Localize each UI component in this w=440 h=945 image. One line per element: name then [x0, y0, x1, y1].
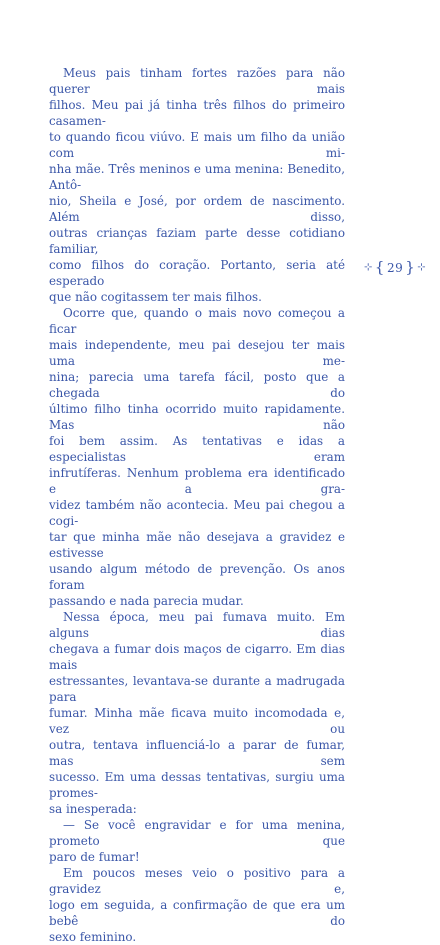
right-brace: }: [405, 258, 416, 276]
page-number: [364, 260, 426, 275]
text-line: Em poucos meses veio o positivo para a gravidez e,: [49, 866, 345, 896]
page-number-value: 29: [386, 260, 404, 275]
text-line: último filho tinha ocorrido muito rapidamente. Mas não: [49, 402, 345, 432]
text-line: filhos. Meu pai já tinha três filhos do primeiro casamen-: [49, 98, 345, 128]
text-line: — Se você engravidar e for uma menina, prometo que: [49, 818, 345, 848]
text-line: fumar. Minha mãe ficava muito incomodada e, vez ou: [49, 706, 345, 736]
text-line: outra, tentava influenciá-lo a parar de fumar, mas sem: [49, 738, 345, 768]
text-line: sexo feminino.: [49, 930, 137, 944]
text-line: sucesso. Em uma dessas tentativas, surgiu uma promes-: [49, 770, 345, 800]
text-line: outras crianças faziam parte desse cotidiano familiar,: [49, 226, 345, 256]
text-line: tar que minha mãe não desejava a gravidez e estivesse: [49, 530, 345, 560]
text-line: Ocorre que, quando o mais novo começou a ficar: [49, 306, 345, 336]
text-line: passando e nada parecia mudar.: [49, 594, 244, 608]
text-line: nina; parecia uma tarefa fácil, posto que a chegada do: [49, 370, 345, 400]
text-line: sa inesperada:: [49, 802, 137, 816]
text-line: nha mãe. Três meninos e uma menina: Benedito, Antô-: [49, 162, 345, 192]
text-line: logo em seguida, a confirmação de que era um bebê do: [49, 898, 345, 928]
body-text: [49, 65, 345, 945]
text-line: to quando ficou viúvo. E mais um filho da união com mi-: [49, 130, 345, 160]
right-ornament-icon: ⊹: [417, 262, 427, 273]
text-line: que não cogitassem ter mais filhos.: [49, 290, 262, 304]
text-line: Nessa época, meu pai fumava muito. Em alguns dias: [49, 610, 345, 640]
text-line: nio, Sheila e José, por ordem de nascimento. Além disso,: [49, 194, 345, 224]
text-line: infrutíferas. Nenhum problema era identificado e a gra-: [49, 466, 345, 496]
text-line: Meus pais tinham fortes razões para não querer mais: [49, 66, 345, 96]
text-line: chegava a fumar dois maços de cigarro. Em dias mais: [49, 642, 345, 672]
text-line: usando algum método de prevenção. Os anos foram: [49, 562, 345, 592]
text-line: foi bem assim. As tentativas e idas a especialistas eram: [49, 434, 345, 464]
text-line: estressantes, levantava-se durante a madrugada para: [49, 674, 345, 704]
text-line: mais independente, meu pai desejou ter mais uma me-: [49, 338, 345, 368]
text-line: videz também não acontecia. Meu pai chegou a cogi-: [49, 498, 345, 528]
left-ornament-icon: ⊹: [364, 262, 373, 273]
text-line: paro de fumar!: [49, 850, 140, 864]
left-brace: {: [374, 258, 385, 276]
text-line: como filhos do coração. Portanto, seria até esperado: [49, 258, 345, 288]
